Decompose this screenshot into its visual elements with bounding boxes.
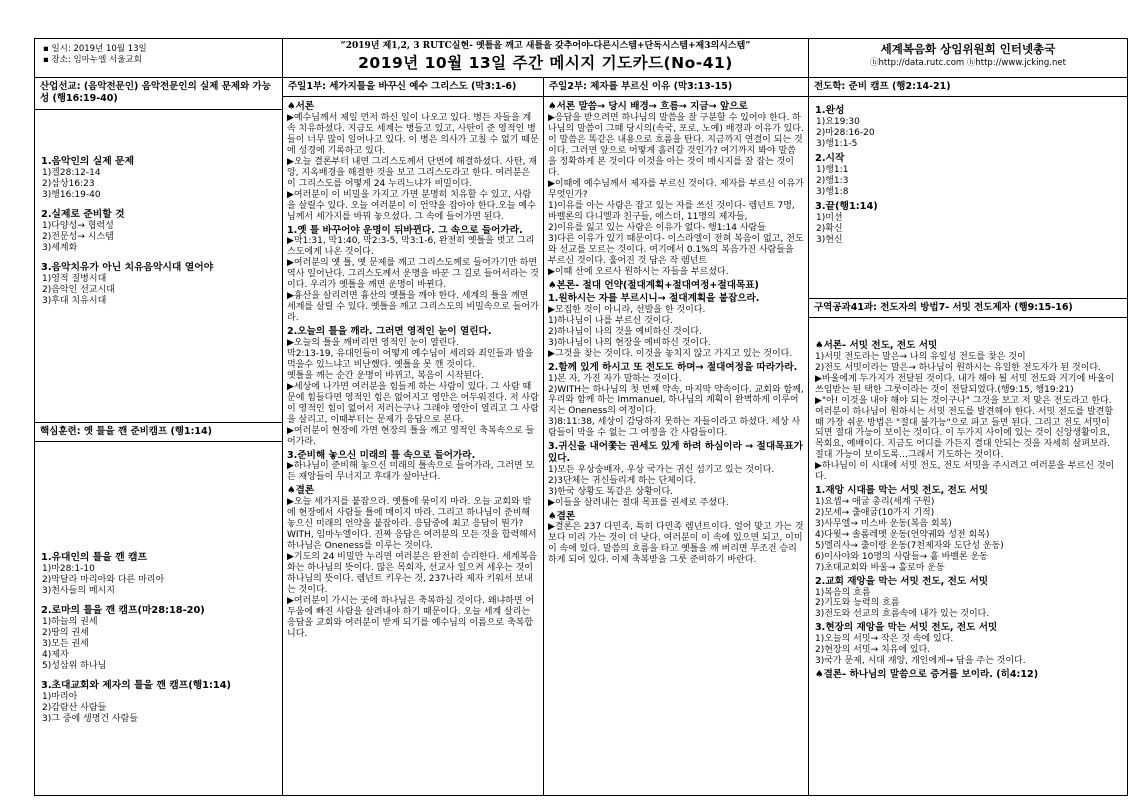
body-paragraph: ▶여러분이 가시는 곳에 하나님은 축복하실 것이다. 왜냐하면 어두움에 빠진 사람을 살려내야 하기 때문이다. 오늘 세계 살리는 응답을 교회와 여러분이 받게 되기를 예수님의 이름으로 축복합니다. [287,595,535,639]
body-paragraph: 막2:13-19, 유대인들이 어떻게 예수님이 세리와 죄인들과 밥을 먹을수 있느냐고 비난했다. 옛틀을 못 깬 것이다. [287,348,534,370]
prayer-card [34,38,1128,796]
body-paragraph: ▶결론은 237 다민족, 특히 다민족 렘넌트이다. 얼어 맞고 가는 것보다 미리 가는 것이 더 낫다. 여러분이 이 속에 있으면 되고, 이미 이 속에 있다. 말씀의 흐름을 타고 옛틀을 깨 버리면 무조건 승리하게 되어 있다. 이제 축복받을 그룻 준비하기 바란다. [548,522,804,566]
section-item: 3)행1:1-5 [816,138,858,149]
column-title: 주일2부: 제자를 부르신 이유 (막3:13-15) [544,78,808,97]
header-info [35,39,283,77]
body-paragraph: ▶이때에 예수님께서 제자를 부르신 것이다. 제자를 부르신 이유가 무엇인가? [548,178,804,200]
body-paragraph: 3)하나님이 나의 현장을 예비하신 것이다. [548,337,711,348]
body-paragraph: ▶이때 산에 오르사 원하시는 자들을 부르셨다. [548,266,729,277]
body-paragraph: ▶세상에 나가면 여러분을 힘들게 하는 사람이 있다. 그 사람 때문에 힘들다면 영적인 힘은 없어지고 영안은 어두워진다. 저 사람이 영적인 힘이 없어서 저러는구나 그래야 영안이 열리고 그 사람을 살리고, 이때부터는 문제가 응답으로 본다. [287,381,539,425]
body-paragraph: 1)복음의 흐름 [815,587,871,598]
section-item: 3)후대 치유시대 [42,295,107,306]
section-heading: 3.끝(행1:14) [815,200,878,212]
body-heading: ♠결론 [548,510,576,522]
column-title: 주일1부: 세가지틀을 바꾸신 예수 그리스도 (막3:1-6) [283,78,543,97]
body-paragraph: 2)하나님이 나의 것을 예비하신 것이다. [548,326,702,337]
section-item: 2)확신 [816,223,843,234]
sermon-body [544,97,808,568]
body-paragraph: 1)오늘의 서밋→ 작은 것 속에 있다. [815,634,954,645]
section-item: 1)요19:30 [816,116,860,127]
column-industrial-mission [35,78,283,795]
camp-section-list [35,444,282,795]
section-item: 1)행1:1 [816,164,849,175]
section-item: 1)하늘의 권세 [42,616,98,627]
section-item: 1)마리아 [42,691,78,702]
section-item: 1)다양성→ 협력성 [42,220,114,231]
body-paragraph: ▶바울에게 두가지가 전달된 것이다. 내가 해야 될 서밋 전도와 거기에 바울이 쓰임받는 된 택한 그룻이라는 것이 전달되었다.(행9:15, 행19:21) [815,373,1115,395]
body-paragraph: 1)서밋 전도라는 말은→ 나의 유일성 전도를 찾은 것이 [815,351,1026,362]
body-paragraph: 3)8:11:38, 세상이 감당하지 못하는 자들이라고 하셨다. 세상 사람들이 막을 수 없는 그 여정을 간 사람들이다. [548,417,801,439]
body-paragraph: ▶오늘 세가지를 붙잡으라. 옛틀에 묶이지 마라. 오늘 교회와 밖에 현장에서 사람들 틀에 매이지 마라. 그리고 하나님이 준비해 놓으신 미래의 언약을 붙잡아라. 응답중에 최고 응답이 뭔가? WITH, 임마누엘이다. 진짜 응답은 여러분의 모든 것을 합력해서 하나님은 Oneness를 이루는 것이다. [287,496,537,551]
body-heading: 3.귀신을 내어쫓는 권세도 있게 하려 하심이라 → 절대목표가 있다. [548,441,803,465]
body-paragraph: 3)국가 문제, 시대 재앙, 개인에게→ 답을 주는 것이다. [815,656,1026,667]
section-item: 1)미션 [816,212,843,223]
section-heading: 2.실제로 준비할 것 [41,208,125,220]
body-heading: ♠서론- 서밋 전도, 전도 서밋 [815,340,938,351]
header-subtitle: “2019년 제1,2, 3 RUTC실현- 옛틀을 깨고 새틀을 갖추어야-다른시스템+단독시스템+제3의시스템” [340,41,751,51]
body-paragraph: 3)전도와 선교의 흐름속에 내가 있는 것이다. [815,609,990,620]
place-line: ▪ 장소: 임마누엘 서울교회 [43,55,142,66]
section-item: 1)겔28:12-14 [42,167,101,178]
body-paragraph: 2)WITH는 하나님의 첫 번째 약속, 마지막 약속이다. 교회와 함께, 우리와 함께 하는 Immanuel, 하나님의 계획이 완벽하게 이루어지는 Oneness의 여정이다. [548,384,804,417]
body-paragraph: 4)다윗→ 솔롬레멧 운동(언약궤와 성전 회복) [815,529,990,540]
body-paragraph: ▶그것을 찾는 것이다. 이것을 놓치지 않고 가지고 있는 것이다. [548,348,793,359]
body-paragraph: ▶응답을 받으려면 하나님의 말씀을 잘 구분할 수 있어야 한다. 하나님의 말씀이 그때 당시의(속국, 포로, 노예) 배경과 이유가 있다. 이 말씀은 똑같은 내용으로 흐름을 탄다. 지금까지 연결이 되는 것이다. 그러면 앞으로 어떻게 흘러갈 것인가? 여기까지 봐야 말씀을 정확하게 본 것이다 이것을 아는 것이 매시지를 잘 잡는 것이다. [548,113,804,178]
section-item: 2)막달라 마리아와 다른 마리아 [42,574,165,585]
body-paragraph: 2)이유를 잃고 있는 사람은 이유가 없다- 행1:14 사람들 [548,222,766,233]
body-heading: ♠결론- 하나님의 말씀으로 증거를 보이라. (히4:12) [815,669,1039,681]
section-item: 2)땅의 권세 [42,627,89,638]
column-sunday-first [283,78,544,795]
body-heading: 2.오늘의 틀을 깨라. 그러면 영적인 눈이 열린다. [287,326,492,338]
section-item: 2)전문성→ 시스템 [42,231,114,242]
lesson-body [809,336,1127,795]
section-item: 2)마28:16-20 [816,127,875,138]
body-paragraph: ▶여러분의 옛 틀, 옛 문제를 깨고 그리스도께로 들어가기만 하면 역사 일어난다. 그리스도께서 운명을 바꾼 그 길로 들어서라는 것이다. 우리가 옛틀을 깨면 운명이 바뀐다. [287,258,539,291]
column-title: 전도학: 준비 캠프 (행2:14-21) [809,78,1127,97]
body-paragraph: ▶막1:31, 막1:40, 막2:3-5, 막3:1-6, 완전히 옛틀을 벗고 그리스도에게 나온 것이다. [287,236,535,258]
body-heading: 3.준비해 놓으신 미래의 틀 속으로 들어가라. [287,449,476,461]
section-heading: 2.시작 [815,152,845,164]
body-heading: ♠결론 [287,485,315,497]
body-heading: 2.함께 있게 하시고 또 전도도 하며→ 절대여정을 따라가라. [548,361,798,373]
body-paragraph: ▶이들을 살려내는 절대 목표를 권세로 주셨다. [548,497,729,508]
body-paragraph: 1)모든 우상숭배자, 우상 국가는 귀신 섬기고 있는 것이다. [548,464,775,475]
section-heading: 1.음악인의 실제 문제 [41,156,135,167]
body-paragraph: 1)본 자, 가진 자가 말하는 것이다. [548,373,682,384]
sermon-body [283,97,543,641]
section-item: 3)행16:19-40 [42,189,101,200]
section-item: 3)모든 권세 [42,638,89,649]
org-name: 세계복음화 상임위원회 인터넷총국 [880,42,1056,56]
body-heading: 1.재앙 시대를 막는 서밋 전도, 전도 서밋 [815,485,989,497]
body-paragraph: ▶오늘 결론부터 내면 그리스도께서 단번에 해결하셨다. 사탄, 재앙, 지옥배경을 해결한 것을 보고 그리스도라고 한다. 여러분은 이 그리스도를 어떻게 24 누리느냐가 비밀이다. [287,156,538,189]
section-heading: 1.유대인의 틀을 깬 캠프 [41,552,147,563]
body-paragraph: 7)초대교회와 바울→ 홀로마 운동 [815,562,945,573]
section-item: 1)마28:1-10 [42,563,95,574]
section-item: 5)성삼위 하나님 [42,660,107,671]
body-paragraph: ▶오늘의 틀을 깨버리면 영적인 눈이 열린다. [287,337,459,348]
section-item: 1)영적 질병시대 [42,273,107,284]
body-paragraph: ▶하나님이 이 시대에 서밋 전도, 전도 서밋을 주시려고 여러분을 부르신 것이다. [815,461,1115,483]
evangelism-section-list [809,100,1127,298]
body-paragraph: 1)하나님이 나를 부르신 것이다. [548,315,674,326]
district-lesson-title: 구역공과41과: 전도자의 방법7- 서밋 전도제자 (행9:15-16) [809,298,1127,318]
body-paragraph: 3)한국 상황도 똑같은 상황이다. [548,486,674,497]
header [35,39,1127,78]
body-paragraph: ▶흉산을 살리려면 흉산의 옛틀을 깨야 한다. 세계의 틀을 깨면 세계를 살릴 수 있다. 옛틀을 깨고 그리스도의 비밀속으로 들어가라. [287,291,539,324]
body-paragraph: 2)모세→ 출애굽(10가지 기적) [815,508,935,518]
body-paragraph: 1)요셉→ 애굽 총리(세계 구원) [815,497,935,508]
body-heading: ♠본론- 절대 언약(절대계획+절대여정+절대목표) [548,279,759,291]
body-paragraph: ▶예수님께서 제일 먼저 하신 일이 나오고 있다. 병든 자들을 계속 치유하셨다. 지금도 세계는 병들고 있고, 사탄이 준 영적인 병들이 너무 많이 일어나고 있다. 이 병은 의사가 고칠 수 없기 때문에 성경에 기록하고 있다. [287,113,539,156]
body-heading: 1.원하시는 자를 부르시니→ 절대계획을 붙잡으라. [548,293,760,305]
section-heading: 3.초대교회와 제자의 틀을 깬 캠프(행1:14) [41,679,231,691]
date-line: ▪ 일시: 2019년 10월 13일 [43,44,147,54]
body-paragraph: 2)전도 서밋이라는 말은→ 하나님이 원하시는 유일한 전도자가 된 것이다. [815,362,1101,373]
body-paragraph: 1)이유를 아는 사람은 잡고 있는 자를 쓰신 것이다- 렘넌트 7명, 바벨론의 다니엘과 친구들, 에스더, 11명의 제자들, [548,200,795,222]
section-heading: 1.완성 [815,105,845,116]
body-paragraph: ▶여러분이 현장에 가면 현장의 틀을 깨고 영적인 축복속으로 들어가라. [287,425,535,447]
section-item: 2)삼상16:23 [42,178,95,189]
body-paragraph: 2)현장의 서밋→ 치유에 있다. [815,645,931,656]
section-item: 2)행1:3 [816,175,849,186]
body-paragraph: ▶여러분이 이 비밀을 가지고 가면 분명히 치유할 수 있고, 사람을 살릴수 있다. 오늘 여러분이 이 언약을 잡아야 한다.오늘 예수님께서 세가지를 바꿔 놓으셨다. 그 속에 들어가면 된다. [287,189,536,222]
body-paragraph: 6)이사야와 10명의 사람들→ 흩 바벨론 운동 [815,551,988,562]
body-paragraph: ▶모집한 것이 아니라, 선발을 한 것이다. [548,304,706,315]
page-title: 2019년 10월 13일 주간 메시지 기도카드(No-41) [358,53,733,72]
section-item: 3)행1:8 [816,186,849,197]
body-heading: 2.교회 재앙을 막는 서밋 전도, 전도 서밋 [815,575,989,587]
body-paragraph: 5)엘리사→ 출이랑 운동(7천제자와 도단성 운동) [815,540,1004,551]
section-item: 4)제자 [42,649,69,660]
section-item: 3)세계화 [42,242,78,253]
column-evangelism [809,78,1127,795]
section-heading: 2.로마의 틀을 깬 캠프(마28:18-20) [41,604,205,616]
body-paragraph: 옛틀을 깨는 순간 운명이 바뀌고, 복음이 시작된다. [287,370,484,381]
section-item: 3)현신 [816,234,843,245]
body-heading: 1.옛 틀 바꾸어야 운명이 뒤바뀐다. 그 속으로 들어가라. [287,224,523,236]
section-item: 3)그 중에 생명건 사람들 [42,713,139,724]
body-heading: 3.현장의 재앙을 막는 서밋 전도, 전도 서밋 [815,622,998,634]
section-item: 3)천사들의 메시지 [42,585,115,596]
body-paragraph: 3)사무엘→ 미스바 운동(복음 회복) [815,518,952,529]
body-paragraph: ▶하나님이 준비해 놓으신 미래의 틀속으로 들어가라, 그러면 모든 재앙들이 무너지고 후대가 살아난다. [287,461,535,483]
body-heading: ♠서론 말씀→ 당시 배경→ 흐름→ 지금→ 앞으로 [548,101,748,113]
body-paragraph: 3)다른 이유가 있기 때문이다- 이스라엘이 전혀 복음이 없고, 전도와 선교를 모르는 것이다. 여기에서 0.1%의 복음가진 사람들을 부르신 것이다. 훌어진 것 답은 작 렘넌트 [548,233,804,266]
section-item: 2)음악인 선교시대 [42,284,115,295]
body-paragraph: ▶"아! 이것을 내야 해야 되는 것이구나" 그것을 보고 저 맞은 전도라고 한다. 여러분이 하나님이 원하시는 서밋 전도를 발견해야 한다. 서밋 전도를 발견할 때 가장 쉬운 방법은 "절대 불가능"으로 파고 들면 된다. 그리고 전도 서밋이 되면 절대 가능이 보이는 것이다. 이 두가지 사이에 있는 것이 신앙생활이요, 목회요, 예배이다. 지금도 어디를 가든지 결대 안되는 것을 자세히 살펴보라. 절대 가능이 보이도록…그래서 기도하는 것이다. [815,395,1114,461]
body-paragraph: 2)기도와 능력의 흐름 [815,598,900,609]
section-heading: 3.음악치유가 아닌 치유음악시대 열어야 [41,261,214,273]
body-paragraph: 2)3단체는 귀신들리게 하는 단체이다. [548,475,697,486]
music-section-list [35,112,282,422]
core-training-title: 핵심훈련: 옛 틀을 깬 준비캠프 (행1:14) [35,422,282,442]
org-urls: ⓗhttp://data.rutc.com ⓗhttp://www.jcking.net [870,58,1066,69]
column-sunday-second [544,78,809,795]
column-title: 산업선교: (음악전문인) 음악전문인의 실제 문제와 가능성 (행16:19-40) [35,78,282,110]
body-heading: ♠서론 [287,101,315,113]
section-item: 2)감람산 사람들 [42,702,107,713]
body-paragraph: ▶기도의 24 비밀만 누리면 여러분은 완전히 승리한다. 세계복음화는 하나님의 뜻이다. 많은 목회자, 선교사 일으켜 세우는 것이 하나님의 뜻이다. 렘넌트 키우는 것, 237나라 제자 키워서 보내는 것이다. [287,551,537,595]
header-title-block [283,39,809,77]
header-org [809,39,1127,77]
